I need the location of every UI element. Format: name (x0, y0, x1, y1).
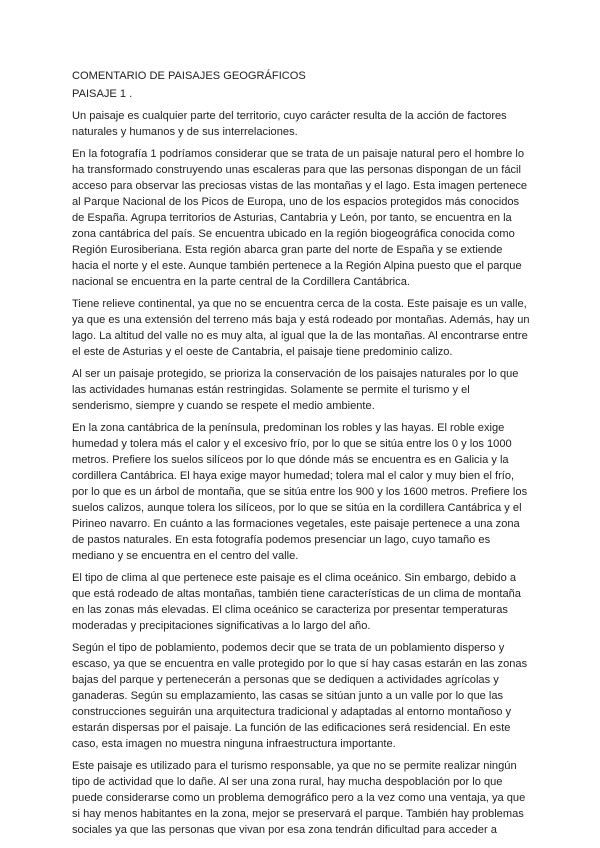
paragraph-settlement: Según el tipo de poblamiento, podemos decir que se trata de un poblamiento disperso y escaso, ya que se encuentra en valle protegido por lo que sí hay casas estarán en las zonas bajas del parque y pertenecerán a personas que se dediquen a actividades agrícolas y ganaderas. Según su emplazamiento, las casas se sitúan junto a un valle por lo que las construcciones seguirán una arquitectura tradicional y adaptadas al entorno montañoso y estarán dispersas por el paisaje. La función de las edificaciones será residencial. En este caso, esta imagen no muestra ninguna infraestructura importante. (72, 642, 528, 750)
paragraph-relief: Tiene relieve continental, ya que no se encuentra cerca de la costa. Este paisaje es un valle, ya que es una extensión del terreno más baja y está rodeado por montañas. Además, hay un lago. La altitud del valle no es muy alta, al igual que la de las montañas. Al encontrarse entre el este de Asturias y el oeste de Cantabria, el paisaje tiene predominio calizo. (72, 298, 530, 358)
document-page (72, 68, 532, 844)
paragraph-location: En la fotografía 1 podríamos considerar que se trata de un paisaje natural pero el hombre lo ha transformado construyendo unas escaleras para que las personas dispongan de un fácil acceso para observar las preciosas vistas de las montañas y el lago. Esta imagen pertenece al Parque Nacional de los Picos de Europa, uno de los espacios protegidos más conocidos de España. Agrupa territorios de Asturias, Cantabria y León, por tanto, se encuentra en la zona cantábrica del país. Se encuentra ubicado en la región biogeográfica conocida como Región Eurosiberiana. Esta región abarca gran parte del norte de España y se extiende hacia el norte y el este. Aunque también pertenece a la Región Alpina puesto que el parque nacional se encuentra en la parte central de la Cordillera Cantábrica. (72, 148, 528, 288)
paragraph-tourism: Este paisaje es utilizado para el turismo responsable, ya que no se permite realizar ningún tipo de actividad que lo dañe. Al ser una zona rural, hay mucha despoblación por lo que puede considerarse como un problema demográfico pero a la vez como una ventaja, ya que si hay menos habitantes en la zona, mejor se preservará el parque. También hay problemas sociales ya que las personas que vivan por esa zona tendrán dificultad para acceder a (72, 760, 526, 836)
paragraph-definition: Un paisaje es cualquier parte del territorio, cuyo carácter resulta de la acción de factores naturales y humanos y de sus interrelaciones. (72, 110, 507, 138)
document-title: COMENTARIO DE PAISAJES GEOGRÁFICOS (72, 70, 306, 82)
paragraph-climate: El tipo de clima al que pertenece este paisaje es el clima oceánico. Sin embargo, debido a que está rodeado de altas montañas, también tiene características de un clima de montaña en las zonas más elevadas. El clima oceánico se caracteriza por presentar temperaturas moderadas y precipitaciones significativas a lo largo del año. (72, 572, 521, 632)
paragraph-protection: Al ser un paisaje protegido, se prioriza la conservación de los paisajes naturales por lo que las actividades humanas están restringidas. Solamente se permite el turismo y el senderismo, siempre y cuando se respete el medio ambiente. (72, 368, 519, 412)
paragraph-vegetation: En la zona cantábrica de la península, predominan los robles y las hayas. El roble exige humedad y tolera más el calor y el excesivo frío, por lo que se sitúa entre los 0 y los 1000 metros. Prefiere los suelos silíceos por lo que dónde más se encuentra es en Galicia y la cordillera Cantábrica. El haya exige mayor humedad; tolera mal el calor y muy bien el frío, por lo que es un árbol de montaña, que se sitúa entre los 900 y los 1600 metros. Prefiere los suelos calizos, aunque tolera los silíceos, por lo que se sitúa en la cordillera Cantábrica y el Pirineo navarro. En cuánto a las formaciones vegetales, este paisaje pertenece a una zona de pastos naturales. En esta fotografía podemos presenciar un lago, cuyo tamaño es mediano y se encuentra en el centro del valle. (72, 422, 528, 562)
section-heading: PAISAJE 1 . (72, 88, 133, 100)
